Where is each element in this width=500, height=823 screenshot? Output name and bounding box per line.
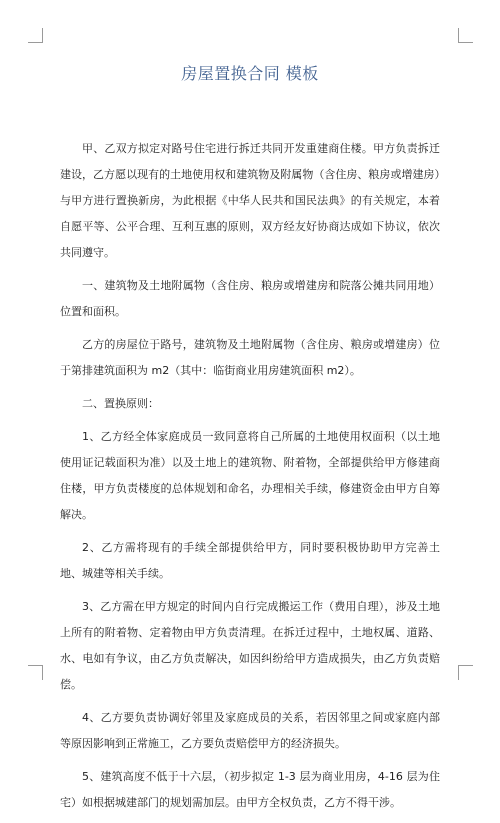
document-title: 房屋置换合同 模板 [181, 64, 319, 83]
paragraph-clause-3: 3、乙方需在甲方规定的时间内自行完成搬运工作（费用自理），涉及土地上所有的附着物、定着物由甲方负责清理。在拆迁过程中，土地权属、道路、水、电如有争议，由乙方负责解决，如因纠纷给甲方造成损失，由乙方负责赔偿。 [60, 600, 440, 691]
corner-mark-top-right [458, 28, 473, 43]
corner-mark-bottom-right [458, 665, 473, 680]
paragraph-clause-5: 5、建筑高度不低于十六层，（初步拟定 1-3 层为商业用房，4-16 层为住宅）如根据城建部门的规划需加层。由甲方全权负责，乙方不得干涉。 [60, 770, 440, 809]
document-body [60, 136, 440, 823]
paragraph-section-1-heading: 一、建筑物及土地附属物（含住房、粮房或增建房和院落公摊共同用地）位置和面积。 [60, 279, 440, 318]
paragraph-clause-4: 4、乙方要负责协调好邻里及家庭成员的关系，若因邻里之间或家庭内部等原因影响到正常施工，乙方要负责赔偿甲方的经济损失。 [60, 711, 440, 750]
paragraph-location: 乙方的房屋位于路号，建筑物及土地附属物（含住房、粮房或增建房）位于第排建筑面积为 m2（其中：临街商业用房建筑面积 m2）。 [60, 338, 440, 377]
paragraph-intro: 甲、乙双方拟定对路号住宅进行拆迁共同开发重建商住楼。甲方负责拆迁建设，乙方愿以现有的土地使用权和建筑物及附属物（含住房、粮房或增建房）与甲方进行置换新房，为此根据《中华人民共和国民法典》的有关规定，本着自愿平等、公平合理、互利互惠的原则，双方经友好协商达成如下协议，依次共同遵守。 [60, 142, 440, 259]
corner-mark-bottom-left [28, 665, 43, 680]
corner-mark-top-left [28, 28, 43, 43]
paragraph-section-2-heading: 二、置换原则： [82, 397, 159, 410]
paragraph-clause-1: 1、乙方经全体家庭成员一致同意将自己所属的土地使用权面积（以土地使用证记载面积为准）以及土地上的建筑物、附着物，全部提供给甲方修建商住楼，甲方负责楼度的总体规划和命名，办理相关手续，修建资金由甲方自筹解决。 [60, 430, 440, 521]
paragraph-clause-2: 2、乙方需将现有的手续全部提供给甲方，同时要积极协助甲方完善土地、城建等相关手续。 [60, 541, 440, 580]
